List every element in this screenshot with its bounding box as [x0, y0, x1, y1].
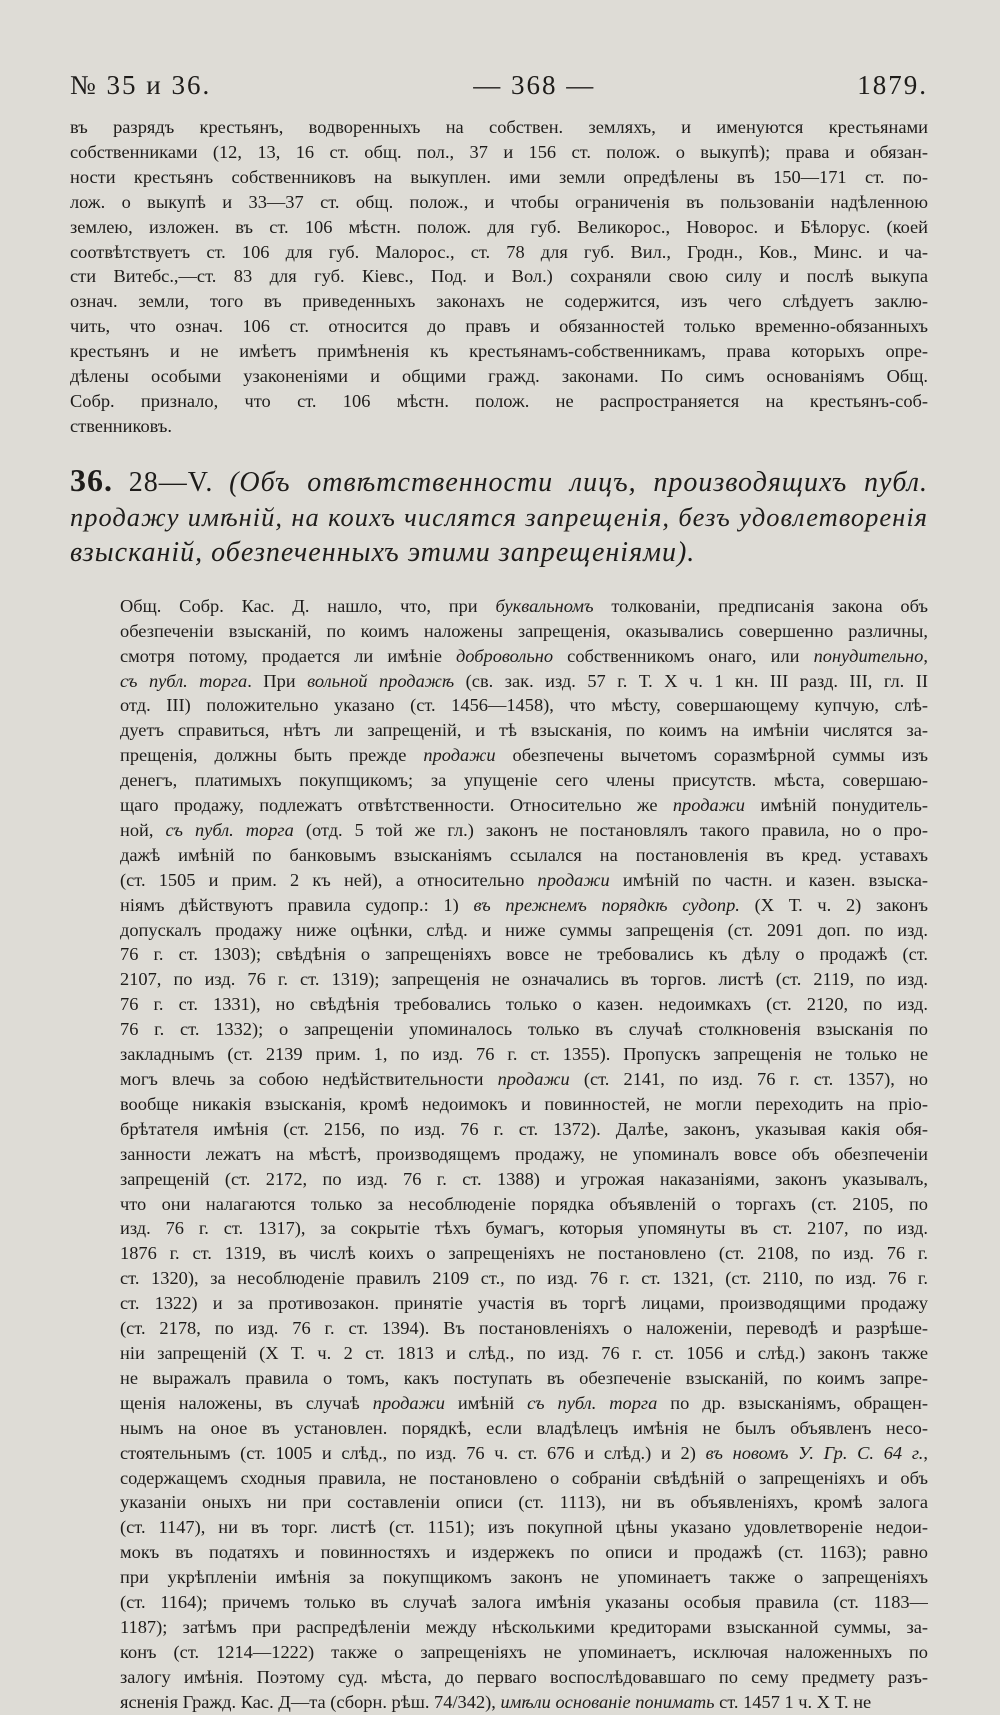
- text-line: что они налагаются только за несоблюденіе порядка объявленій о торгахъ (ст. 2105, по: [120, 1193, 928, 1214]
- text-line: чить, что означ. 106 ст. относится до правъ и обязанностей только временно-обязанныхъ: [70, 316, 928, 337]
- page-number: — 368 —: [473, 70, 596, 100]
- text-line: указаніи оныхъ ни при составленіи описи (ст. 1113), ни въ объявленіяхъ, кромѣ залога: [120, 1492, 928, 1513]
- text-line: 1876 г. ст. 1319, въ числѣ коихъ о запрещеніяхъ не постановлено (ст. 2108, по изд. 76 г.: [120, 1243, 928, 1264]
- text-line: мокъ въ податяхъ и повинностяхъ и издержекъ по описи и продажѣ (ст. 1163); равно: [120, 1542, 928, 1563]
- text-line: Общ. Собр. Кас. Д. нашло, что, при буквальномъ толкованіи, предписанія закона объ: [120, 595, 928, 616]
- text-line: обезпеченіи взысканій, по коимъ наложены запрещенія, оказывались совершенно различны,: [120, 620, 928, 641]
- text-line: ности крестьянъ собственниковъ на выкуплен. ими земли опредѣлены въ 150—171 ст. по-: [70, 166, 928, 187]
- text-line: означ. земли, того въ приведенныхъ законахъ не содержится, изъ чего слѣдуетъ заклю-: [70, 291, 928, 312]
- text-line: собственниками (12, 13, 16 ст. общ. пол., 37 и 156 ст. полож. о выкупѣ); права и обязан-: [70, 141, 928, 162]
- text-line: ясненія Гражд. Кас. Д—та (сборн. рѣш. 74/342), имѣли основаніе понимать ст. 1457 1 ч. X Т. не: [120, 1691, 872, 1712]
- text-line: смотря потому, продается ли имѣніе добровольно собственникомъ онаго, или понудительно,: [120, 645, 928, 666]
- text-line: 76 г. ст. 1303); свѣдѣнія о запрещеніяхъ вовсе не требовались къ дѣлу о продажѣ (ст.: [120, 944, 928, 965]
- page-header: [70, 70, 928, 101]
- text-line: при укрѣпленіи имѣнія за покупщикомъ законъ не упоминаетъ также о запрещеніяхъ: [120, 1567, 928, 1588]
- text-line: ніи запрещеній (X Т. ч. 2 ст. 1813 и слѣд., по изд. 76 г. ст. 1056 и слѣд.) законъ также: [120, 1342, 928, 1363]
- text-line: содержащемъ сходныя правила, не постановлено о собраніи свѣдѣній о запрещеніяхъ и объ: [120, 1467, 928, 1488]
- text-line: стоятельнымъ (ст. 1005 и слѣд., по изд. 76 ч. ст. 676 и слѣд.) и 2) въ новомъ У. Гр. С. 64 г.,: [120, 1442, 928, 1463]
- text-line: допускалъ продажу ниже оцѣнки, слѣд. и ниже суммы запрещенія (ст. 2091 доп. по изд.: [120, 919, 928, 940]
- text-line: запрещеній (ст. 2172, по изд. 76 г. ст. 1388) и угрожая наказаніями, законъ указывалъ,: [120, 1168, 928, 1189]
- text-line: конъ (ст. 1214—1222) также о запрещеніяхъ не упоминаетъ, исключая наложенныхъ по: [120, 1641, 928, 1662]
- text-line: 76 г. ст. 1331), но свѣдѣнія требовались только о казен. недоимкахъ (ст. 2120, по изд.: [120, 994, 928, 1015]
- section-title-line: (Объ отвѣтственности лицъ, производящихъ публ.: [229, 466, 928, 498]
- text-line: дѣлены особыми узаконеніями и общими гражд. законами. По симъ основаніямъ Общ.: [70, 366, 928, 387]
- section-heading: [70, 463, 928, 570]
- text-line: (ст. 2178, по изд. 76 г. ст. 1394). Въ постановленіяхъ о наложеніи, переводѣ и разрѣше-: [120, 1318, 928, 1339]
- paragraph-body: [70, 594, 928, 1715]
- paragraph-continued: [70, 115, 928, 439]
- text-line: ст. 1320), за несоблюденіе правилъ 2109 ст., по изд. 76 г. ст. 1321, (ст. 2110, по изд. 76 г.: [120, 1268, 928, 1289]
- section-date: 28—V.: [128, 466, 214, 498]
- section-number: 36.: [70, 462, 113, 498]
- text-line: ственниковъ.: [70, 415, 172, 436]
- text-line: брѣтателя имѣнія (ст. 2156, по изд. 76 г. ст. 1372). Далѣе, законъ, указывая какія обя-: [120, 1118, 928, 1139]
- text-line: лож. о выкупѣ и 33—37 ст. общ. полож., и чтобы ограниченія въ пользованіи надѣленною: [70, 191, 928, 212]
- text-line: денегъ, платимыхъ покупщикомъ; за упущеніе сего члены присутств. мѣста, совершаю-: [120, 770, 928, 791]
- text-line: 1187); затѣмъ при распредѣленіи между нѣсколькими кредиторами взысканной суммы, за-: [120, 1616, 928, 1637]
- text-line: ніямъ дѣйствуютъ правила судопр.: 1) въ прежнемъ порядкѣ судопр. (X Т. ч. 2) законъ: [120, 894, 928, 915]
- text-line: (ст. 1164); причемъ только въ случаѣ залога имѣнія указаны особыя правила (ст. 1183—: [120, 1592, 928, 1613]
- text-line: щаго продажу, подлежатъ отвѣтственности. Относительно же продажи имѣній понудитель-: [120, 795, 928, 816]
- text-line: (ст. 1147), ни въ торг. листѣ (ст. 1151); изъ покупной цѣны указано удовлетвореніе недои-: [120, 1517, 928, 1538]
- text-line: ст. 1322) и за противозакон. принятіе участія въ торгѣ лицами, производящими продажу: [120, 1293, 928, 1314]
- text-line: отд. III) положительно указано (ст. 1456—1458), что мѣсту, совершающему купчую, слѣ-: [120, 695, 928, 716]
- text-line: могъ влечь за собою недѣйствительности продажи (ст. 2141, по изд. 76 г. ст. 1357), но: [120, 1069, 928, 1089]
- text-line: прещенія, должны быть прежде продажи обезпечены вычетомъ соразмѣрной суммы изъ: [120, 745, 928, 766]
- text-line: ной, съ публ. торга (отд. 5 той же гл.) законъ не постановлялъ такого правила, но о про-: [120, 819, 928, 840]
- section-title-line: продажу имѣній, на коихъ числятся запрещенія, безъ удовлетворенія: [70, 501, 928, 532]
- text-line: съ публ. торга. При вольной продажѣ (св. зак. изд. 57 г. Т. X ч. 1 кн. III разд. III, гл. II: [120, 670, 928, 691]
- text-line: Собр. признало, что ст. 106 мѣстн. полож. не распространяется на крестьянъ-соб-: [70, 390, 928, 411]
- section-title-line: взысканій, обезпеченныхъ этими запрещеніями).: [70, 536, 696, 568]
- text-line: (ст. 1505 и прим. 2 къ ней), а относительно продажи имѣній по частн. и казен. взыска-: [120, 869, 928, 890]
- text-line: вообще никакія взысканія, кромѣ недоимокъ и повинностей, не могли переходить на пріо-: [120, 1093, 928, 1114]
- text-line: соотвѣтствуетъ ст. 106 для губ. Малорос., ст. 78 для губ. Вил., Гродн., Ков., Минс. и ча-: [70, 241, 928, 262]
- text-line: 2107, по изд. 76 г. ст. 1319); запрещенія не означались въ торгов. листѣ (ст. 2119, по изд.: [120, 969, 928, 990]
- text-line: залогу имѣнія. Поэтому суд. мѣста, до перваго воспослѣдовавшаго по сему предмету разъ-: [120, 1666, 928, 1687]
- text-line: изд. 76 г. ст. 1317), за сокрытіе тѣхъ бумагъ, которыя упомянуты въ ст. 2107, по изд.: [120, 1218, 928, 1239]
- text-line: сти Витебс.,—ст. 83 для губ. Кіевс., Под. и Вол.) сохраняли свою силу и послѣ выкупа: [70, 266, 928, 287]
- text-line: дуетъ справиться, нѣтъ ли запрещеній, и тѣ взысканія, по коимъ на имѣніи числятся за-: [120, 720, 928, 741]
- text-line: закладнымъ (ст. 2139 прим. 1, по изд. 76 г. ст. 1355). Пропускъ запрещенія не только не: [120, 1044, 928, 1065]
- section-heading-line: [70, 463, 928, 500]
- text-line: занности лежатъ на мѣстѣ, производящемъ продажу, не упоминалъ вовсе объ обезпеченіи: [120, 1143, 928, 1164]
- text-line: землею, изложен. въ ст. 106 мѣстн. полож. для губ. Великорос., Новорос. и Бѣлорус. (коей: [70, 216, 928, 237]
- text-line: щенія наложены, въ случаѣ продажи имѣній съ публ. торга по др. взысканіямъ, обращен-: [120, 1392, 928, 1413]
- year: 1879.: [857, 70, 928, 100]
- text-line: въ разрядъ крестьянъ, водворенныхъ на собствен. земляхъ, и именуются крестьянами: [70, 117, 928, 137]
- text-line: дажѣ имѣній по банковымъ взысканіямъ ссылался на постановленія въ кред. уставахъ: [120, 844, 928, 865]
- text-line: не выражалъ правила о томъ, какъ поступать въ обезпеченіе взысканій, по коимъ запре-: [120, 1367, 928, 1388]
- text-line: 76 г. ст. 1332); о запрещеніи упоминалось только въ случаѣ столкновенія взысканія по: [120, 1019, 928, 1040]
- text-line: нымъ на оное въ установлен. порядкѣ, если владѣлецъ имѣнія не былъ объявленъ несо-: [120, 1417, 928, 1438]
- text-line: крестьянъ и не имѣетъ примѣненія къ крестьянамъ-собственникамъ, права которыхъ опре-: [70, 341, 928, 362]
- issue-number: № 35 и 36.: [70, 70, 212, 100]
